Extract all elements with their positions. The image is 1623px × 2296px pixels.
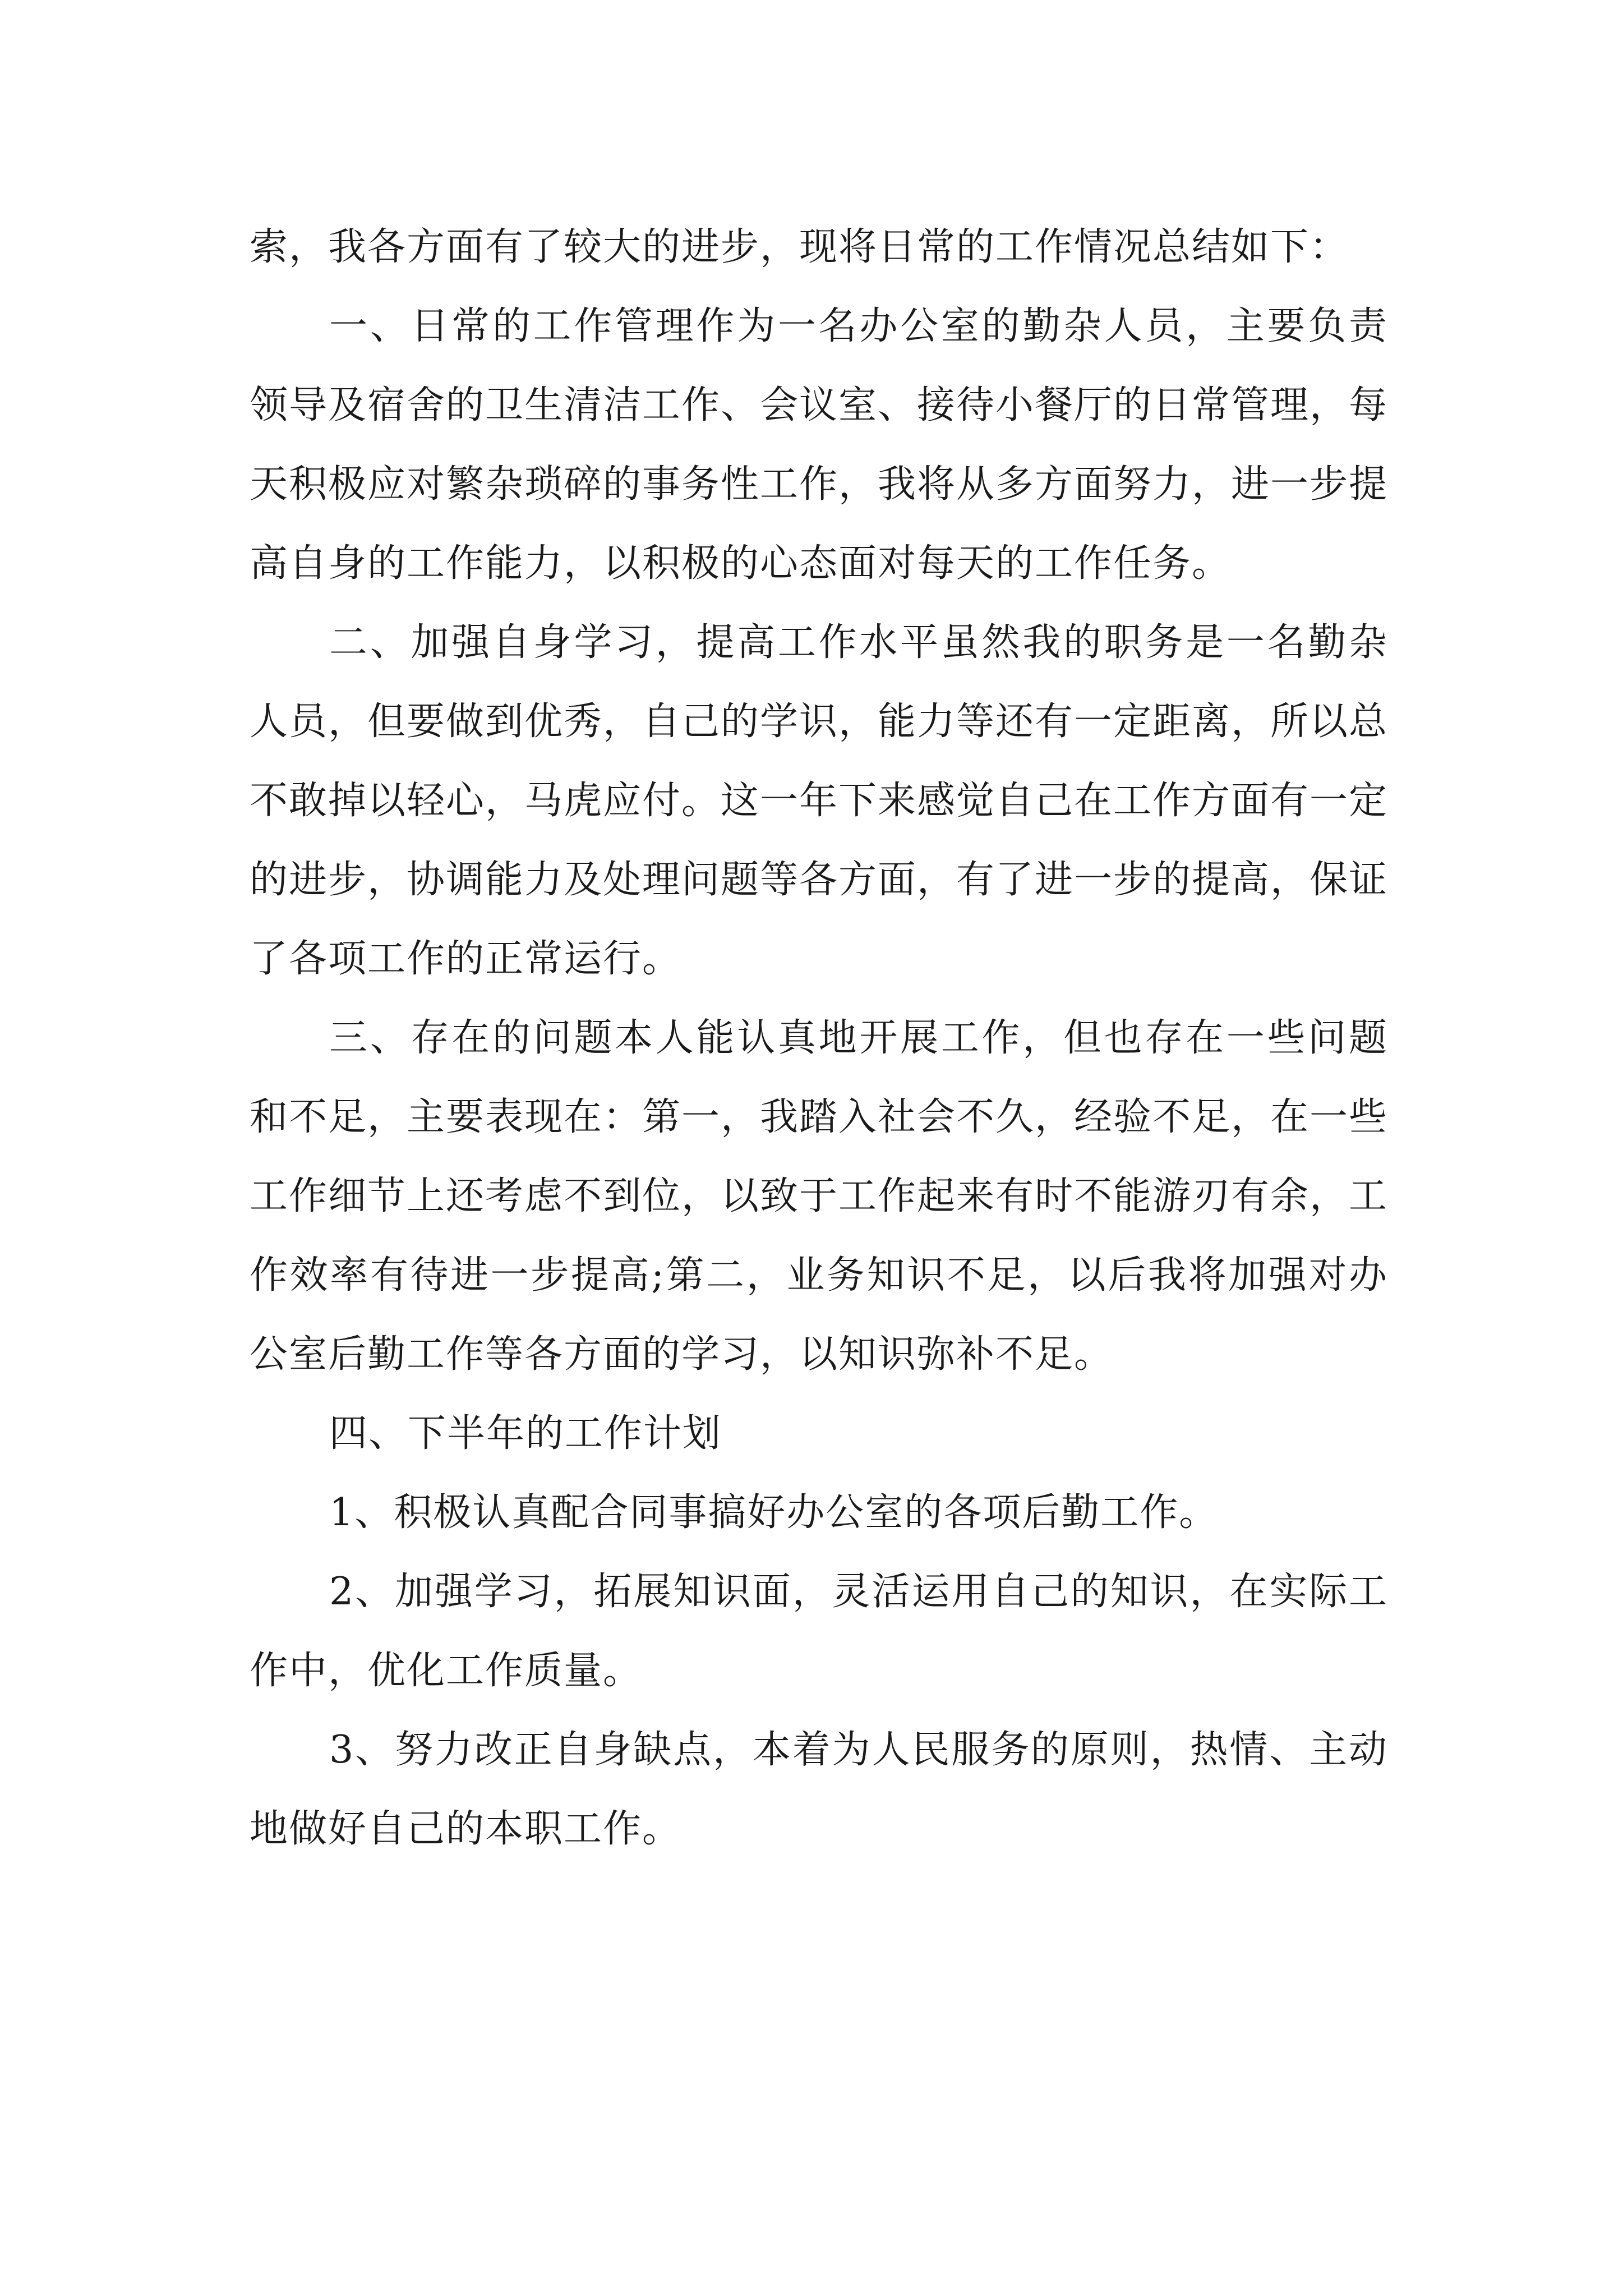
plan-item-3: 3、努力改正自身缺点，本着为人民服务的原则，热情、主动地做好自己的本职工作。 [250,1728,1388,1851]
paragraph-section-2: 二、加强自身学习，提高工作水平虽然我的职务是一名勤杂人员，但要做到优秀，自己的学识，能力等还有一定距离，所以总不敢掉以轻心，马虎应付。这一年下来感觉自己在工作方面有一定的进步，协调能力及处理问题等各方面，有了进一步的提高，保证了各项工作的正常运行。 [250,620,1389,981]
plan-item-2: 2、加强学习，拓展知识面，灵活运用自己的知识，在实际工作中，优化工作质量。 [250,1570,1388,1693]
paragraph-section-4-heading: 四、下半年的工作计划 [329,1411,722,1456]
plan-item-1: 1、积极认真配合同事搞好办公室的各项后勤工作。 [329,1490,1219,1535]
paragraph-section-1: 一、日常的工作管理作为一名办公室的勤杂人员，主要负责领导及宿舍的卫生清洁工作、会议室、接待小餐厅的日常管理，每天积极应对繁杂琐碎的事务性工作，我将从多方面努力，进一步提高自身的工作能力，以积极的心态面对每天的工作任务。 [250,304,1389,586]
paragraph-continuation: 索，我各方面有了较大的进步，现将日常的工作情况总结如下： [250,225,1349,269]
paragraph-section-3: 三、存在的问题本人能认真地开展工作，但也存在一些问题和不足，主要表现在：第一，我踏入社会不久，经验不足，在一些工作细节上还考虑不到位，以致于工作起来有时不能游刃有余，工作效率有待进一步提高;第二，业务知识不足，以后我将加强对办公室后勤工作等各方面的学习，以知识弥补不足。 [250,1016,1389,1377]
document-body [250,208,1388,1869]
